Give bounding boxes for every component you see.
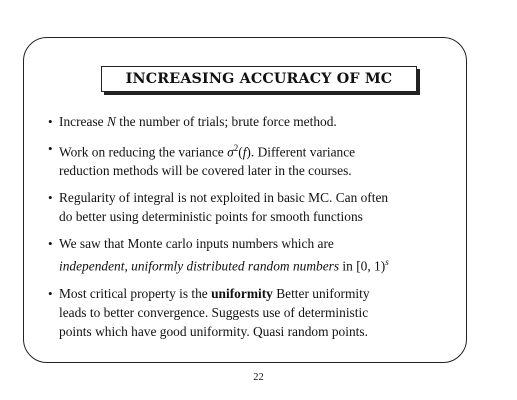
bullet-marker: • [48, 114, 53, 129]
bullet-4-text-in: in [339, 258, 357, 274]
math-open-paren: ( [238, 144, 243, 160]
bullet-item-5 [48, 284, 468, 341]
bullet-1-text-b: the number of trials; brute force method. [115, 114, 337, 129]
bullet-4-emphasis: independent, uniformly distributed random numbers [59, 258, 340, 274]
math-variable-n: N [106, 114, 116, 129]
page-number: 22 [253, 372, 264, 383]
bullet-3-line-1: Regularity of integral is not exploited in basic MC. Can often [59, 190, 389, 206]
bullet-marker: • [48, 190, 53, 206]
slide-title-box [101, 66, 417, 92]
math-superscript-s: s [385, 257, 389, 268]
bullet-list [48, 112, 468, 349]
bullet-5-text-a: Most critical property is the [59, 285, 212, 301]
bullet-item-3 [48, 188, 468, 226]
bullet-4-line-1: We saw that Monte carlo inputs numbers which are [59, 236, 334, 252]
bullet-2-text-b: ). Different variance [246, 144, 356, 160]
math-variable-f: f [242, 144, 247, 160]
bullet-marker: • [48, 141, 53, 156]
bullet-2-line-1 [59, 139, 468, 161]
bullet-5-line-3: points which have good uniformity. Quasi random points. [59, 323, 368, 339]
bullet-item-2 [48, 139, 468, 180]
bullet-2-line-2: reduction methods will be covered later in the courses. [59, 163, 352, 179]
bullet-5-line-2: leads to better convergence. Suggests use of deterministic [59, 304, 369, 320]
bullet-1-text-a: Increase [59, 114, 107, 129]
bullet-1-line-1 [59, 112, 468, 131]
bullet-2-text-a: Work on reducing the variance [59, 144, 228, 160]
bullet-item-4 [48, 234, 468, 275]
math-sigma: σ [227, 144, 234, 160]
bullet-marker: • [48, 236, 53, 252]
bullet-3-line-2: do better using deterministic points for smooth functions [59, 209, 363, 225]
bullet-5-bold-term: uniformity [211, 285, 273, 301]
bullet-5-line-1 [59, 284, 468, 303]
bullet-4-line-2 [59, 253, 468, 275]
slide-title: INCREASING ACCURACY OF MC [125, 71, 393, 87]
bullet-5-text-b: Better uniformity [272, 285, 370, 301]
bullet-item-1 [48, 112, 468, 131]
math-interval: [0, 1) [356, 258, 386, 274]
math-exponent: 2 [233, 143, 239, 153]
bullet-marker: • [48, 285, 53, 301]
